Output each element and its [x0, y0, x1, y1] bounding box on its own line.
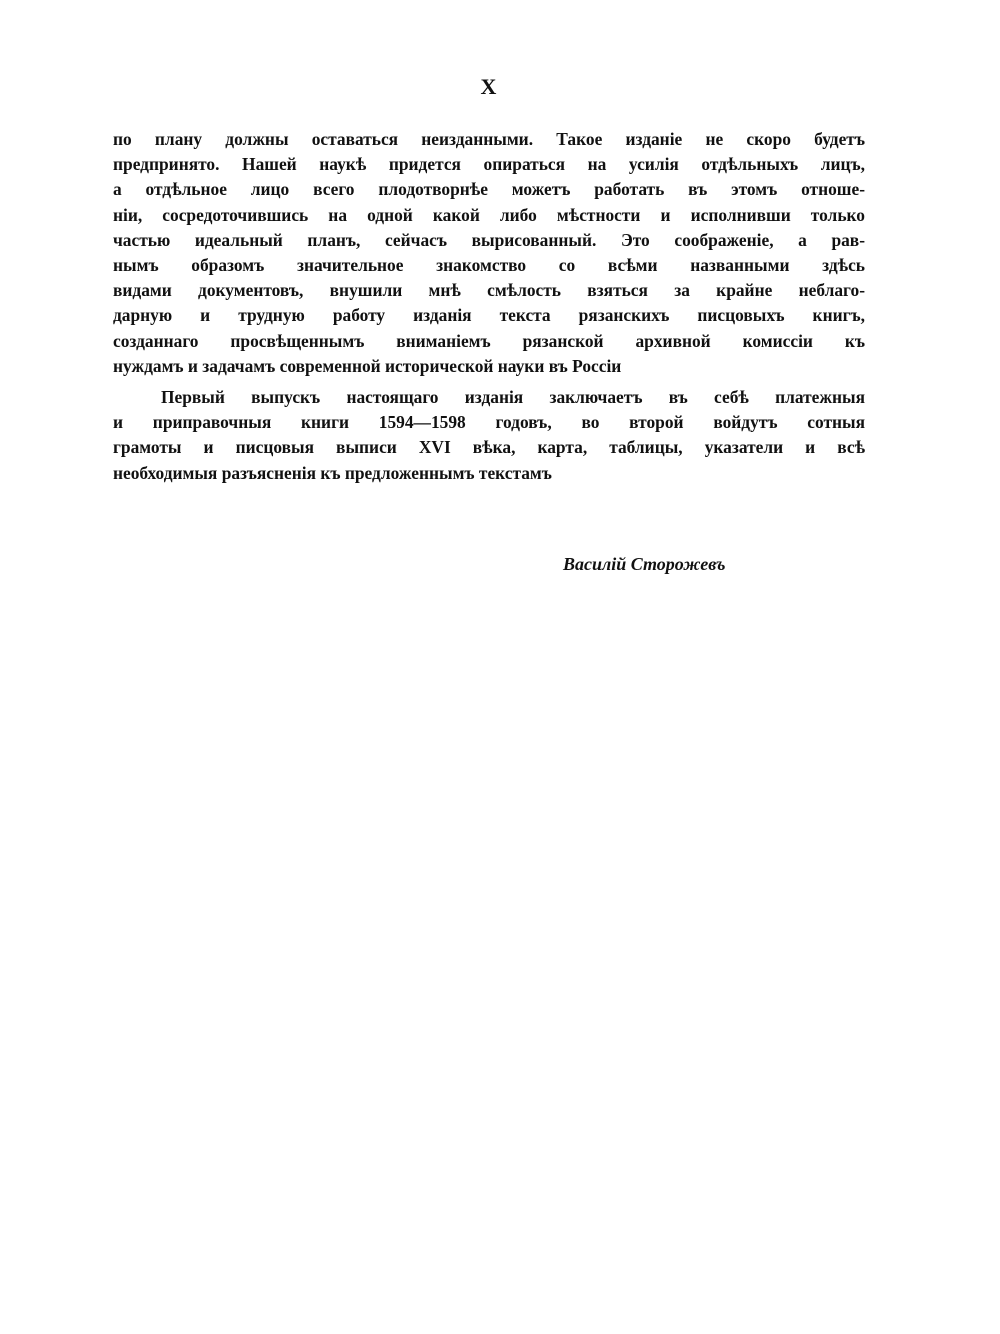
- text-line: Первый выпускъ настоящаго изданія заключаетъ въ себѣ платежныя: [161, 387, 865, 407]
- text-line: частью идеальный планъ, сейчасъ вырисованный. Это соображеніе, а рав-: [113, 229, 865, 250]
- text-line: нуждамъ и задачамъ современной исторической науки въ Россіи: [113, 355, 622, 376]
- author-signature: Василій Сторожевъ: [563, 554, 726, 574]
- text-line: по плану должны оставаться неизданными. Такое изданіе не скоро будетъ: [113, 129, 865, 149]
- text-line: грамоты и писцовыя выписи XVI вѣка, карта, таблицы, указатели и всѣ: [113, 437, 865, 458]
- text-line: видами документовъ, внушили мнѣ смѣлость взяться за крайне неблаго-: [113, 280, 865, 301]
- text-line: а отдѣльное лицо всего плодотворнѣе можетъ работать въ этомъ отноше-: [113, 179, 865, 200]
- page-number: X: [480, 74, 498, 99]
- text-line: дарную и трудную работу изданія текста рязанскихъ писцовыхъ книгъ,: [113, 305, 865, 326]
- text-line: необходимыя разъясненія къ предложеннымъ текстамъ: [113, 462, 552, 483]
- text-line: и приправочныя книги 1594—1598 годовъ, во второй войдутъ сотныя: [113, 412, 865, 433]
- paragraph-1: [113, 127, 865, 379]
- paragraph-2: [113, 385, 865, 486]
- text-line: нымъ образомъ значительное знакомство со всѣми названными здѣсь: [113, 255, 865, 276]
- text-line: ніи, сосредоточившись на одной какой либо мѣстности и исполнивши только: [113, 204, 865, 225]
- text-line: созданнаго просвѣщеннымъ вниманіемъ рязанской архивной комиссіи къ: [113, 330, 865, 351]
- text-line: предпринято. Нашей наукѣ придется опираться на усилія отдѣльныхъ лицъ,: [113, 154, 865, 175]
